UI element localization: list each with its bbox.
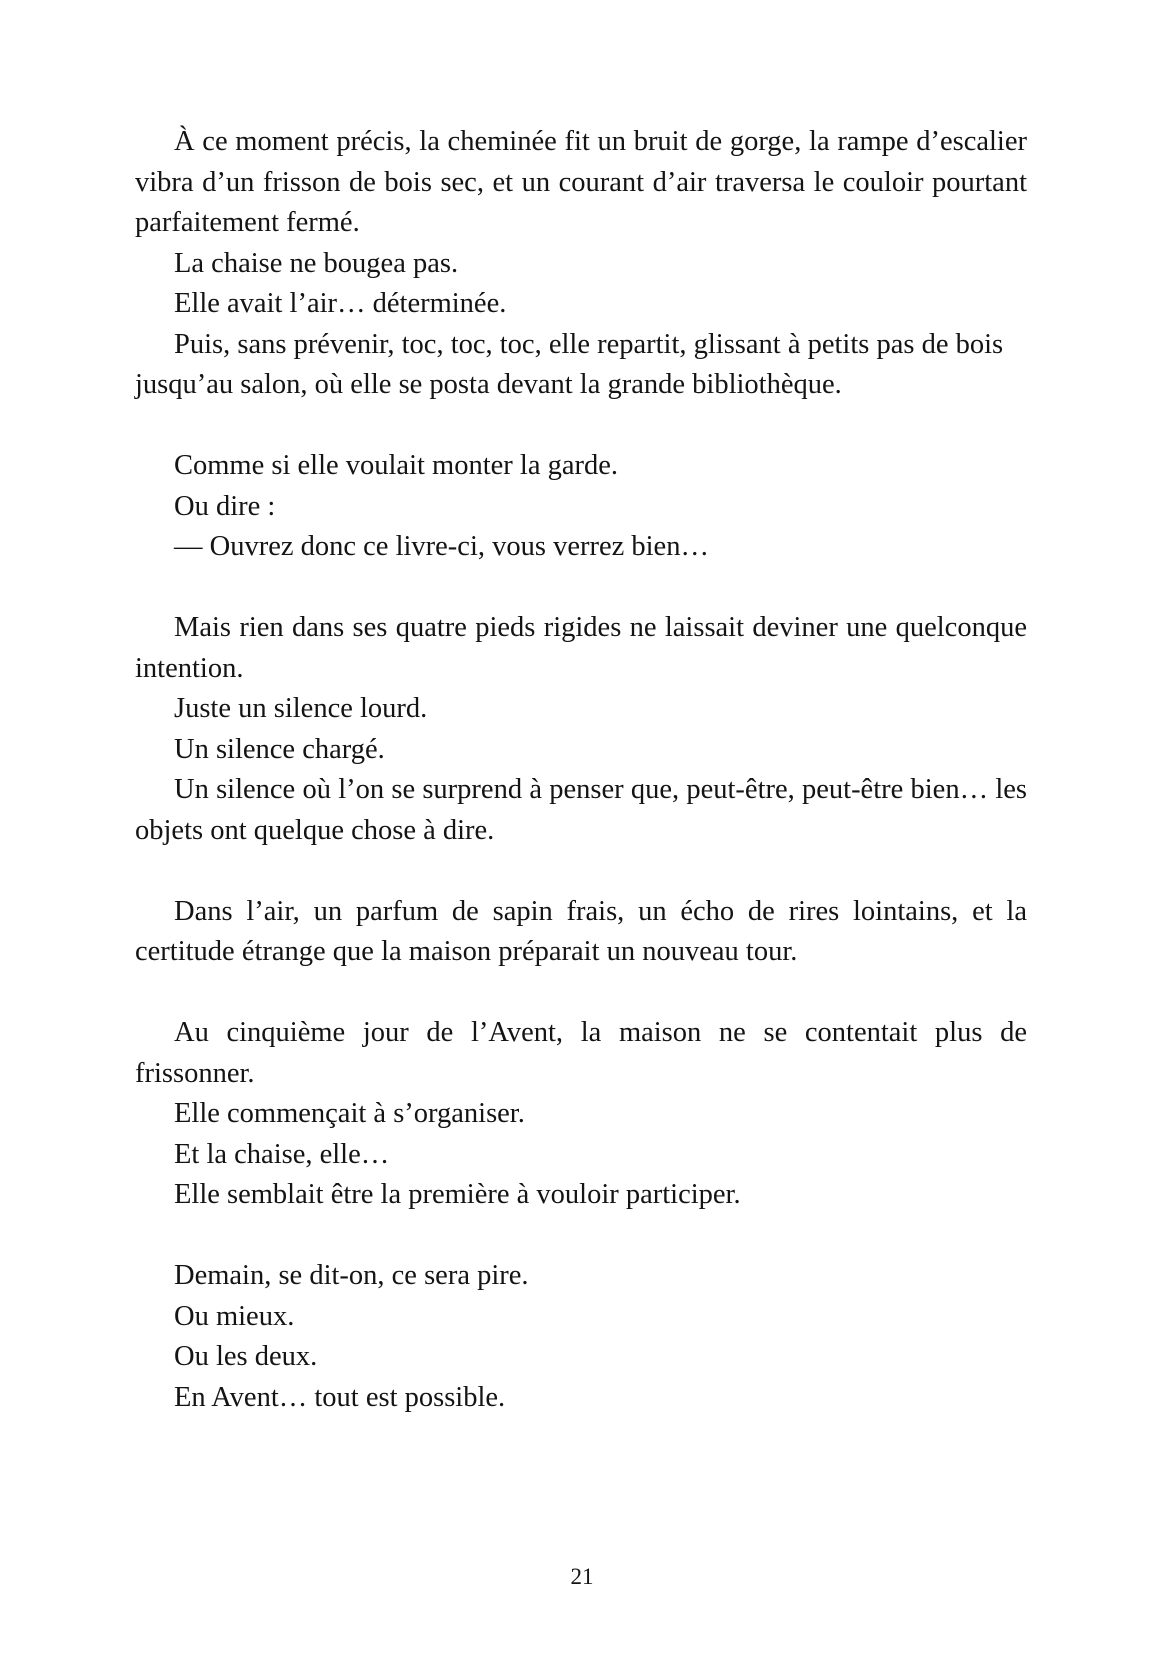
paragraph-break bbox=[135, 568, 1027, 609]
paragraph: Ou les deux. bbox=[174, 1341, 318, 1372]
paragraph: Un silence chargé. bbox=[174, 733, 385, 765]
paragraph: Demain, se dit-on, ce sera pire. bbox=[174, 1260, 529, 1291]
paragraph: — Ouvrez donc ce livre-ci, vous verrez bien… bbox=[174, 531, 709, 562]
paragraph: La chaise ne bougea pas. bbox=[174, 247, 459, 279]
paragraph: Juste un silence lourd. bbox=[174, 693, 428, 724]
paragraph: Dans l’air, un parfum de sapin frais, un écho de rires lointains, et la certitude étrange que la maison préparait un nouveau tour. bbox=[135, 895, 1027, 967]
paragraph: Puis, sans prévenir, toc, toc, toc, elle repartit, glissant à petits pas de bois jusqu’au salon, où elle se posta devant la grande bibliothèque. bbox=[135, 328, 1004, 400]
paragraph: En Avent… tout est possible. bbox=[174, 1381, 506, 1413]
paragraph: Un silence où l’on se surprend à penser que, peut-être, peut-être bien… les objets ont quelque chose à dire. bbox=[135, 774, 1027, 846]
page-number: 21 bbox=[570, 1564, 594, 1589]
paragraph-break bbox=[135, 851, 1027, 892]
paragraph: Ou mieux. bbox=[174, 1300, 295, 1332]
paragraph: Ou dire : bbox=[174, 490, 276, 522]
page-body-text bbox=[135, 122, 1027, 1418]
paragraph-break bbox=[135, 406, 1027, 447]
paragraph-break bbox=[135, 1216, 1027, 1257]
paragraph: Elle avait l’air… déterminée. bbox=[174, 288, 507, 319]
paragraph-break bbox=[135, 973, 1027, 1014]
paragraph: Et la chaise, elle… bbox=[174, 1138, 390, 1170]
paragraph: Au cinquième jour de l’Avent, la maison ne se contentait plus de frissonner. bbox=[135, 1017, 1027, 1089]
paragraph: À ce moment précis, la cheminée fit un bruit de gorge, la rampe d’escalier vibra d’un frisson de bois sec, et un courant d’air traversa le couloir pourtant parfaitement fermé. bbox=[135, 126, 1027, 238]
paragraph: Mais rien dans ses quatre pieds rigides ne laissait deviner une quelconque intention. bbox=[135, 612, 1027, 684]
paragraph: Elle commençait à s’organiser. bbox=[174, 1098, 525, 1129]
paragraph: Elle semblait être la première à vouloir participer. bbox=[174, 1179, 741, 1210]
paragraph: Comme si elle voulait monter la garde. bbox=[174, 450, 619, 481]
